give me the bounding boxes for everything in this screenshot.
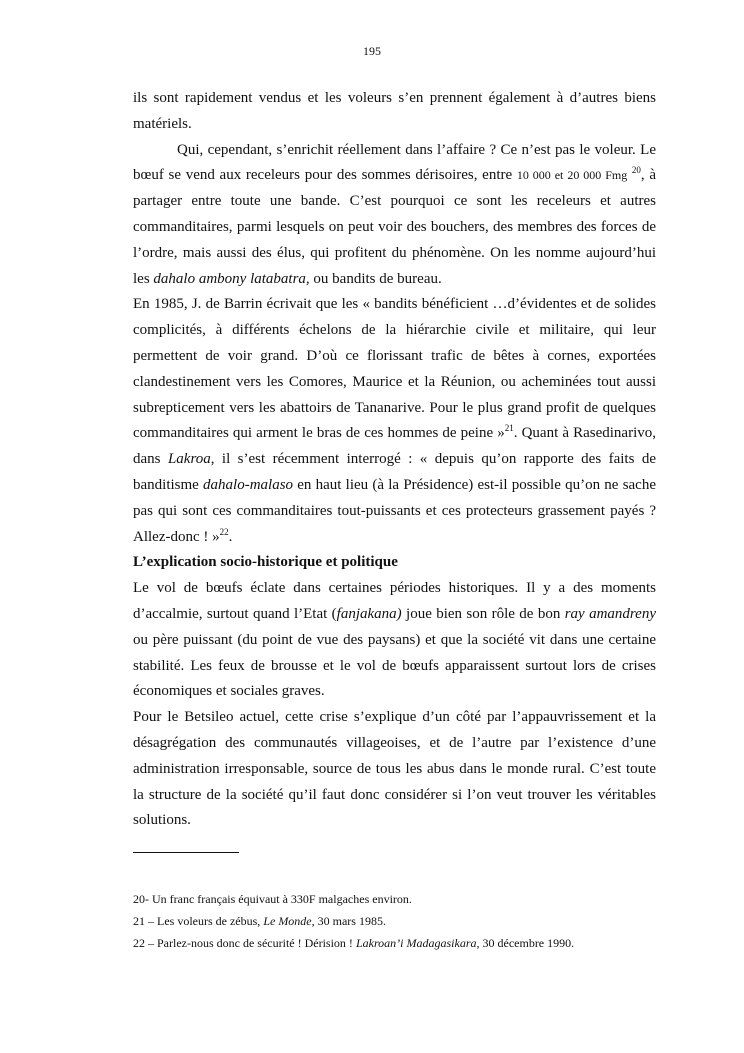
paragraph-3 [133, 292, 656, 550]
term-fanjakana: fanjakana) [336, 605, 402, 622]
paragraph-2 [133, 138, 656, 293]
term-dahalo-malaso: dahalo-malaso [203, 476, 294, 493]
footnote-separator [133, 852, 239, 853]
section-heading: L’explication socio-historique et politique [133, 554, 398, 571]
paragraph-2-part-c: ou bandits de bureau. [309, 270, 442, 287]
footnote-21-source: Le Monde [263, 914, 312, 928]
footnote-22-source: Lakroan’i Madagasikara, [355, 936, 480, 950]
paragraph-2-part-a: Qui, cependant, s’enrichit réellement dans l’affaire ? Ce n’est pas le voleur. Le bœuf se vend aux receleurs pour des sommes dérisoires, entre [133, 141, 656, 184]
footnote-22 [133, 932, 673, 954]
footnote-ref-22[interactable]: 22 [219, 526, 229, 537]
footnote-ref-20[interactable]: 20 [631, 165, 641, 176]
paragraph-4-part-a: Le vol de bœufs éclate dans certaines périodes historiques. Il y a des moments d’accalmie, surtout quand l’Etat ( [133, 580, 656, 622]
term-dahalo-ambony-latabatra: dahalo ambony latabatra, [153, 270, 310, 287]
paragraph-3-part-b: . Quant à Rasedinarivo, dans [133, 425, 656, 468]
paragraph-5: Pour le Betsileo actuel, cette crise s’explique d’un côté par l’appauvrissement et la désagrégation des communautés villageoises, et de l’autre par l’existence d’une administration irresponsable, source de tous les abus dans le monde rural. C’est toute la structure de la société qu’il faut donc considérer si l’on veut trouver les véritables solutions. [133, 709, 656, 829]
paragraph-3-part-a: En 1985, J. de Barrin écrivait que les « bandits bénéficient …d’évidentes et de solides complicités, à différents échelons de la hiérarchie civile et militaire, qui leur permettent de voir grand. D’où ce florissant trafic de bêtes à cornes, exportées clandestinement vers les Comores, Maurice et la Réunion, ou acheminées tout aussi subrepticement vers les abattoirs de Tananarive. Pour le plus grand profit de quelques commanditaires qui arment le bras de ces hommes de peine » [133, 296, 656, 442]
body-text [133, 86, 656, 834]
paragraph-4-part-c: ou père puissant (du point de vue des paysans) et que la société vit dans une certaine stabilité. Les feux de brousse et le vol de bœufs apparaissent surtout lors de crises économiques et sociales graves. [133, 631, 656, 700]
paragraph-3-part-e: . [228, 528, 233, 545]
footnote-ref-21[interactable]: 21 [504, 423, 514, 434]
page-number: 195 [363, 44, 381, 58]
paragraph-4-part-b: joue bien son rôle de bon [401, 605, 565, 622]
footnote-22-text: 22 – Parlez-nous donc de sécurité ! Dérision ! [133, 936, 356, 950]
paragraph-3-part-d: en haut lieu (à la Présidence) est-il possible qu’on ne sache pas qui sont ces commanditaires tout-puissants et ces protecteurs grassement payés ? Allez-donc ! » [133, 476, 656, 545]
footnote-21 [133, 910, 673, 932]
paragraph-1: ils sont rapidement vendus et les voleurs s’en prennent également à d’autres biens matériels. [133, 90, 656, 132]
footnotes [133, 888, 673, 954]
footnote-20: 20- Un franc français équivaut à 330F malgaches environ. [133, 892, 412, 906]
footnote-22-date: 30 décembre 1990. [479, 936, 575, 950]
paragraph-3-part-c: , il s’est récemment interrogé : « depuis qu’on rapporte des faits de banditisme [133, 451, 656, 493]
paragraph-4 [133, 576, 656, 705]
footnote-21-text: 21 – Les voleurs de zébus, [133, 914, 264, 928]
paragraph-2-part-b: , à partager entre toute une bande. C’est pourquoi ce sont les receleurs et autres commanditaires, parmi lesquels on peut voir des bouchers, des membres des forces de l’ordre, mais aussi des élus, qui profitent du phénomène. On les nomme aujourd’hui les [133, 167, 656, 287]
journal-lakroa: Lakroa [167, 451, 211, 468]
footnote-21-date: , 30 mars 1985. [311, 914, 386, 928]
amount-range: 10 000 et 20 000 Fmg [516, 168, 628, 183]
term-ray-amandreny: ray amandreny [564, 605, 656, 622]
